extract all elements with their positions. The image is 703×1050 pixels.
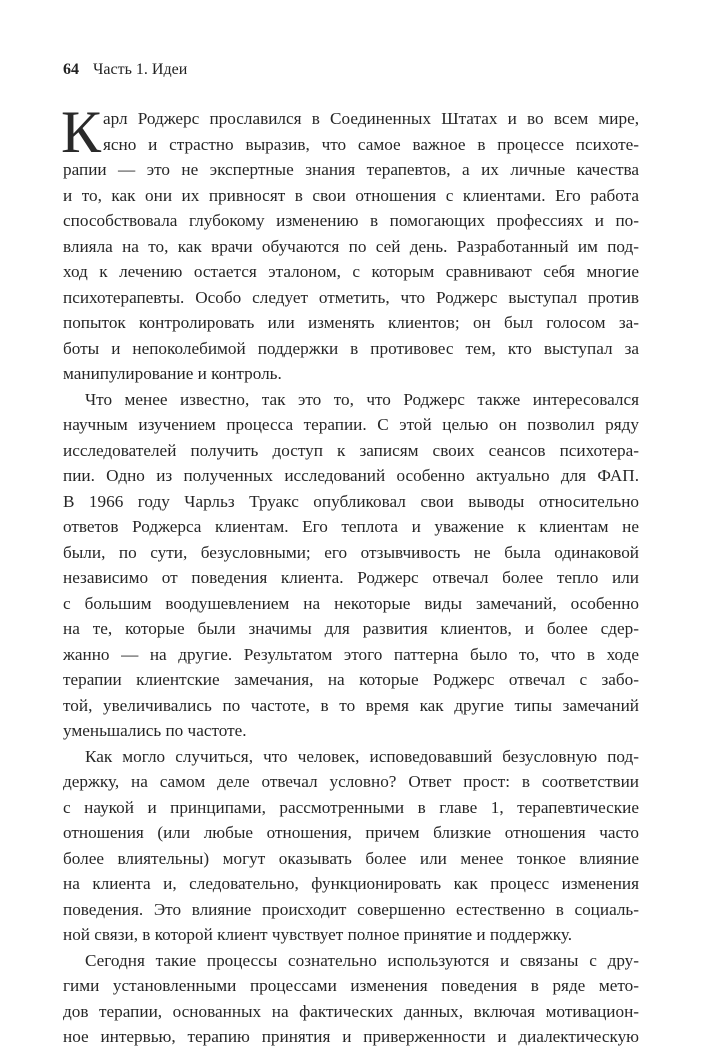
text-line: исследователей получить доступ к записям своих сеансов психотера-: [63, 440, 639, 460]
text-line: более влиятельны) могут оказывать более или менее тонкое влияние: [63, 848, 639, 868]
text-line: жанно — на другие. Результатом этого паттерна было то, что в ходе: [63, 644, 639, 664]
text-line: отношения (или любые отношения, причем близкие отношения часто: [63, 823, 639, 842]
text-line: влияла на то, как врачи обучаются по сей день. Разработанный им под-: [63, 236, 639, 256]
text-line: той, увеличивались по частоте, в то время как другие типы замечаний: [63, 695, 639, 715]
part-title: Часть 1. Идеи: [93, 61, 188, 78]
text-line: Что менее известно, так это то, что Роджерс также интересовался: [85, 389, 639, 409]
text-line: держку, на самом деле отвечал условно? Ответ прост: в соответствии: [63, 772, 639, 791]
text-line: были, по сути, безусловными; его отзывчивость не была одинаковой: [63, 542, 639, 562]
paragraph-4: [63, 948, 639, 1050]
text-line: независимо от поведения клиента. Роджерс отвечал более тепло или: [63, 568, 639, 587]
text-line: рапии — это не экспертные знания терапевтов, а их личные качества: [63, 160, 639, 179]
text-line: уменьшались по частоте.: [63, 721, 247, 740]
drop-cap: К: [61, 99, 102, 165]
paragraph-1: [61, 99, 639, 387]
paragraph-3: [63, 744, 639, 948]
text-line: Как могло случиться, что человек, исповедовавший безусловную под-: [85, 746, 639, 766]
text-line: с большим воодушевлением на некоторые виды замечаний, особенно: [63, 593, 639, 613]
text-line: Сегодня такие процессы сознательно используются и связаны с дру-: [85, 950, 639, 970]
text-line: поведения. Это влияние происходит совершенно естественно в социаль-: [63, 899, 639, 919]
body-text: [61, 99, 639, 1050]
text-line: арл Роджерс прославился в Соединенных Штатах и во всем мире,: [103, 109, 639, 128]
text-line: ное интервью, терапию принятия и приверженности и диалектическую: [63, 1027, 639, 1046]
text-line: гими установленными процессами изменения поведения в ряде мето-: [63, 976, 639, 995]
text-line: ясно и страстно выразив, что самое важное в процессе психоте-: [103, 134, 639, 154]
text-line: ответов Роджерса клиентам. Его теплота и уважение к клиентам не: [63, 517, 639, 536]
text-line: на клиента и, следовательно, функционировать как процесс изменения: [63, 874, 639, 893]
text-line: способствовала глубокому изменению в помогающих профессиях и по-: [63, 211, 639, 230]
text-line: с наукой и принципами, рассмотренными в главе 1, терапевтические: [63, 797, 639, 817]
text-line: В 1966 году Чарльз Труакс опубликовал свои выводы относительно: [63, 491, 639, 511]
text-line: попыток контролировать или изменять клиентов; он был голосом за-: [63, 313, 639, 332]
text-line: пии. Одно из полученных исследований особенно актуально для ФАП.: [63, 466, 639, 485]
text-line: манипулирование и контроль.: [63, 364, 282, 383]
running-header: [63, 60, 187, 80]
page-number: 64: [63, 61, 79, 78]
text-line: ход к лечению остается эталоном, с которым сравнивают себя многие: [63, 262, 639, 281]
text-line: на те, которые были значимы для развития клиентов, и более сдер-: [63, 619, 639, 638]
text-line: и то, как они их привносят в свои отношения с клиентами. Его работа: [63, 185, 639, 205]
text-line: научным изучением процесса терапии. С этой целью он позволил ряду: [63, 415, 639, 434]
text-line: терапии клиентские замечания, на которые Роджерс отвечал с забо-: [63, 670, 639, 689]
text-line: дов терапии, основанных на фактических данных, включая мотивацион-: [63, 1001, 639, 1021]
paragraph-2: [63, 387, 639, 744]
text-line: ной связи, в которой клиент чувствует полное принятие и поддержку.: [63, 925, 573, 944]
text-line: психотерапевты. Особо следует отметить, что Роджерс выступал против: [63, 287, 639, 307]
text-line: боты и непоколебимой поддержки в противовес тем, кто выступал за: [63, 338, 639, 358]
